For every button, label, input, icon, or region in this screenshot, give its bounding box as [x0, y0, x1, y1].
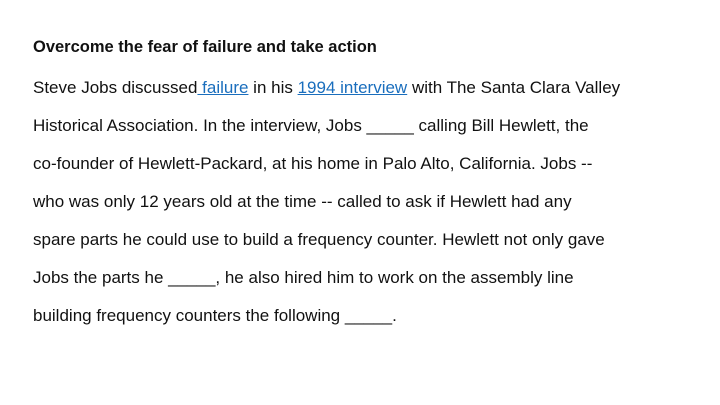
- line-1-text-start: Steve Jobs discussed: [33, 78, 198, 97]
- slide-heading: Overcome the fear of failure and take action: [33, 38, 377, 56]
- paragraph-line-5: spare parts he could use to build a frequency counter. Hewlett not only gave: [33, 230, 605, 249]
- line-1-text-end: with The Santa Clara Valley: [407, 78, 621, 97]
- paragraph-line-3: co-founder of Hewlett-Packard, at his home in Palo Alto, California. Jobs --: [33, 154, 593, 173]
- interview-link[interactable]: 1994 interview: [297, 78, 408, 97]
- line-1-text-middle: in his: [248, 78, 298, 97]
- paragraph-line-1: [33, 77, 703, 99]
- paragraph-line-2: Historical Association. In the interview, Jobs _____ calling Bill Hewlett, the: [33, 116, 589, 135]
- paragraph-line-7: building frequency counters the following _____.: [33, 306, 397, 325]
- paragraph-line-4: who was only 12 years old at the time -- called to ask if Hewlett had any: [33, 192, 572, 211]
- failure-link[interactable]: failure: [197, 78, 249, 97]
- paragraph-line-6: Jobs the parts he _____, he also hired him to work on the assembly line: [33, 268, 574, 287]
